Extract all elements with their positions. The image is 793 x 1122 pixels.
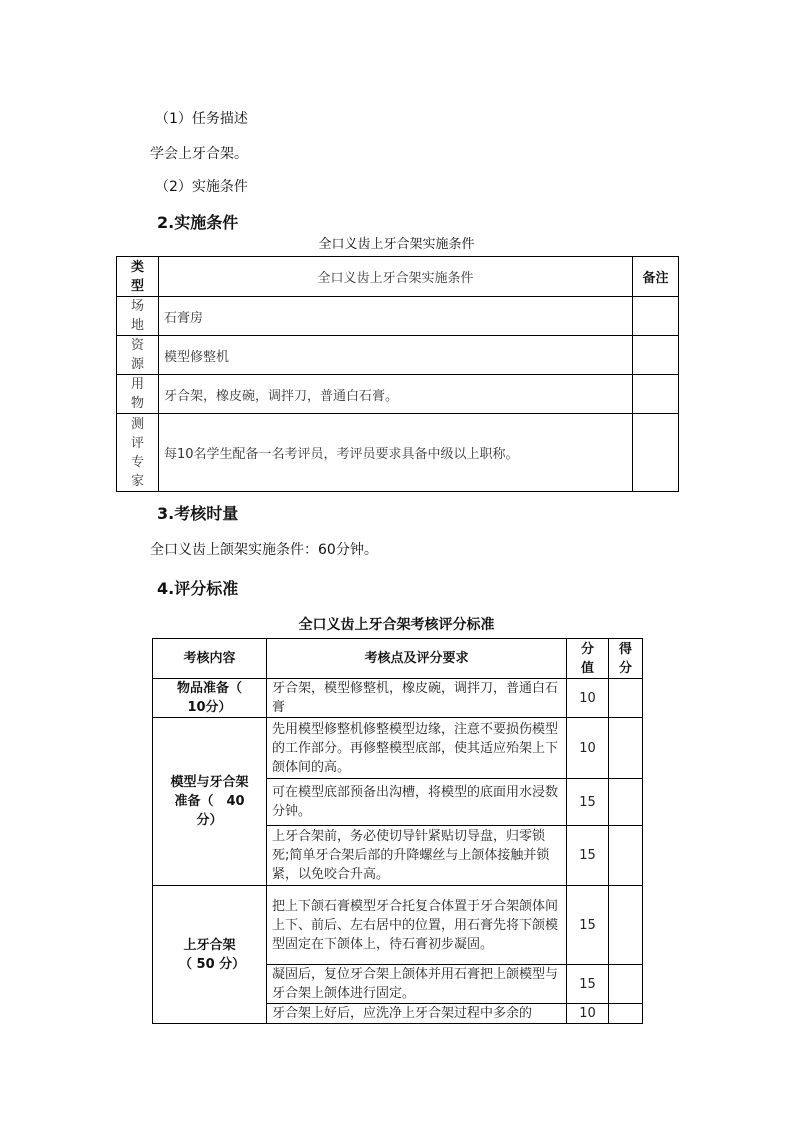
item-score: 10 [567, 1004, 609, 1024]
row-remark [633, 375, 679, 414]
row-content: 牙合架，橡皮碗，调拌刀，普通白石膏。 [159, 375, 633, 414]
row-type: 资源 [117, 336, 159, 375]
row-remark [633, 336, 679, 375]
section-2-heading: 2.实施条件 [157, 213, 239, 232]
item-got [609, 1004, 643, 1024]
section-4-heading: 4.评分标准 [157, 579, 239, 598]
item-got [609, 679, 643, 718]
task-description-text: 学会上牙合架。 [150, 146, 248, 162]
exam-duration-text: 全口义齿上颌架实施条件：60分钟。 [150, 542, 378, 558]
conditions-table-header [117, 257, 679, 297]
item-score: 10 [567, 679, 609, 718]
group-content: 模型与牙合架准备（ 40分） [153, 718, 267, 886]
item-got [609, 779, 643, 826]
scoring-table-header [153, 639, 643, 679]
header-remarks: 备注 [633, 257, 679, 297]
item-got [609, 718, 643, 779]
row-type: 场地 [117, 297, 159, 336]
item-text: 上牙合架前，务必使切导针紧贴切导盘，归零锁死;简单牙合架后部的升降螺丝与上颌体接触并锁紧，以免咬合升高。 [267, 826, 567, 886]
item-got [609, 965, 643, 1004]
header-got: 得分 [609, 639, 643, 679]
group-content: 物品准备（ 10分） [153, 679, 267, 718]
header-score: 分值 [567, 639, 609, 679]
table-row [153, 679, 643, 718]
scoring-table [152, 638, 643, 1024]
header-points: 考核点及评分要求 [267, 639, 567, 679]
header-conditions: 全口义齿上牙合架实施条件 [159, 257, 633, 297]
item-got [609, 826, 643, 886]
item-text: 可在模型底部预备出沟槽，将模型的底面用水浸数分钟。 [267, 779, 567, 826]
item-score: 15 [567, 965, 609, 1004]
conditions-label: （2）实施条件 [155, 179, 248, 195]
scoring-table-caption: 全口义齿上牙合架考核评分标准 [298, 617, 495, 633]
row-content: 每10名学生配备一名考评员，考评员要求具备中级以上职称。 [159, 414, 633, 492]
table-row [117, 336, 679, 375]
row-remark [633, 297, 679, 336]
row-content: 石膏房 [159, 297, 633, 336]
table-row [153, 718, 643, 779]
item-score: 15 [567, 886, 609, 965]
table-row [117, 375, 679, 414]
row-type: 用物 [117, 375, 159, 414]
row-type: 测评专家 [117, 414, 159, 492]
group-content: 上牙合架（ 50 分） [153, 886, 267, 1024]
item-text: 牙合架上好后，应洗净上牙合架过程中多余的 [267, 1004, 567, 1024]
table-row [117, 297, 679, 336]
conditions-table [116, 256, 679, 492]
task-description-label: （1）任务描述 [155, 111, 248, 127]
item-score: 15 [567, 826, 609, 886]
item-got [609, 886, 643, 965]
table-row [117, 414, 679, 492]
conditions-table-caption: 全口义齿上牙合架实施条件 [318, 237, 475, 252]
item-score: 10 [567, 718, 609, 779]
item-text: 牙合架，模型修整机，橡皮碗，调拌刀，普通白石膏 [267, 679, 567, 718]
header-type: 类型 [117, 257, 159, 297]
table-row [153, 886, 643, 965]
item-text: 先用模型修整机修整模型边缘，注意不要损伤模型的工作部分。再修整模型底部，使其适应殆架上下颌体间的高。 [267, 718, 567, 779]
section-3-heading: 3.考核时量 [157, 504, 239, 523]
item-score: 15 [567, 779, 609, 826]
row-remark [633, 414, 679, 492]
item-text: 把上下颌石膏模型牙合托复合体置于牙合架颌体间上下、前后、左右居中的位置，用石膏先将下颌模型固定在下颌体上，待石膏初步凝固。 [267, 886, 567, 965]
row-content: 模型修整机 [159, 336, 633, 375]
item-text: 凝固后，复位牙合架上颌体并用石膏把上颌模型与牙合架上颌体进行固定。 [267, 965, 567, 1004]
header-content: 考核内容 [153, 639, 267, 679]
